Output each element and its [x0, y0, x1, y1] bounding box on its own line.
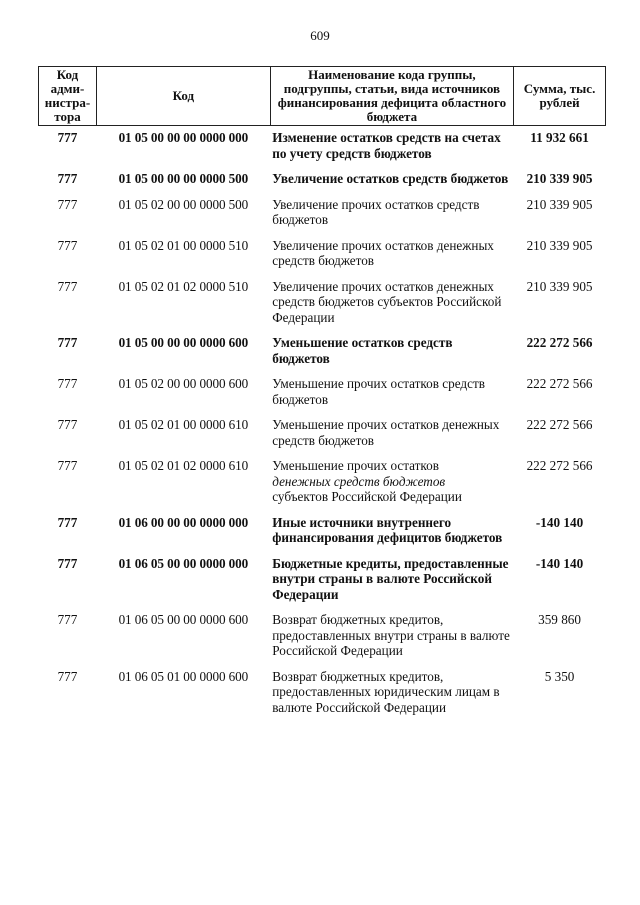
sum-cell: 210 339 905	[526, 278, 593, 294]
code-cell: 01 06 05 00 00 0000 600	[118, 612, 249, 627]
sum-cell: -140 140	[535, 555, 584, 571]
table-row	[39, 372, 606, 413]
name-cell: Возврат бюджетных кредитов, предоставленных юридическим лицам в валюте Российской Федерации	[272, 668, 500, 715]
admin-code-cell: 777	[57, 668, 78, 684]
table-row	[39, 413, 606, 454]
code-cell: 01 05 02 01 00 0000 510	[118, 237, 249, 253]
name-cell: Уменьшение остатков средств бюджетов	[272, 335, 453, 366]
name-cell: Уменьшение прочих остатков средств бюджетов	[272, 376, 485, 407]
table-header-row	[39, 67, 606, 126]
sum-cell: 210 339 905	[526, 171, 593, 186]
admin-code-cell: 777	[57, 278, 78, 294]
sources-table	[38, 66, 606, 721]
code-cell: 01 05 02 01 00 0000 610	[118, 417, 249, 432]
sum-cell: -140 140	[535, 514, 584, 530]
code-cell: 01 05 00 00 00 0000 500	[118, 171, 249, 186]
sum-cell: 210 339 905	[526, 237, 593, 253]
sum-cell: 222 272 566	[526, 335, 593, 350]
admin-code-cell: 777	[57, 237, 78, 253]
name-cell: Увеличение прочих остатков денежных средств бюджетов субъектов Российской Федерации	[272, 278, 502, 325]
header-code: Код	[96, 67, 270, 126]
table-row	[39, 331, 606, 372]
header-admin-code: Код адми-нистра-тора	[39, 67, 97, 126]
name-cell: Увеличение прочих остатков денежных средств бюджетов	[272, 237, 494, 268]
table-row	[39, 511, 606, 552]
sum-cell: 222 272 566	[526, 417, 593, 432]
sum-cell: 222 272 566	[526, 376, 593, 391]
code-cell: 01 05 00 00 00 0000 000	[118, 130, 249, 145]
sum-cell: 210 339 905	[526, 196, 593, 212]
admin-code-cell: 777	[57, 555, 78, 571]
table-row	[39, 608, 606, 665]
admin-code-cell: 777	[57, 130, 78, 145]
name-cell: Иные источники внутреннего финансирования дефицитов бюджетов	[272, 514, 503, 545]
name-cell	[270, 454, 513, 511]
name-cell-line: субъектов Российской Федерации	[272, 489, 462, 504]
code-cell: 01 05 02 01 02 0000 510	[118, 278, 249, 294]
name-cell: Увеличение остатков средств бюджетов	[272, 171, 509, 186]
admin-code-cell: 777	[57, 514, 78, 530]
header-name: Наименование кода группы, подгруппы, статьи, вида источников финансирования дефицита областного бюджета	[270, 67, 513, 126]
table-row	[39, 665, 606, 722]
table-row	[39, 126, 606, 168]
sum-cell: 5 350	[544, 668, 575, 684]
table-row	[39, 167, 606, 193]
admin-code-cell: 777	[57, 417, 78, 432]
table-row	[39, 275, 606, 332]
name-cell-line: денежных средств бюджетов	[272, 473, 446, 489]
code-cell: 01 06 05 01 00 0000 600	[118, 668, 249, 684]
admin-code-cell: 777	[57, 458, 78, 473]
admin-code-cell: 777	[57, 376, 78, 391]
code-cell: 01 06 00 00 00 0000 000	[118, 514, 249, 530]
sum-cell: 359 860	[538, 612, 581, 627]
code-cell: 01 05 02 00 00 0000 600	[118, 376, 249, 391]
name-cell: Изменение остатков средств на счетах по учету средств бюджетов	[272, 130, 501, 161]
name-cell-line: Уменьшение прочих остатков	[272, 458, 439, 473]
admin-code-cell: 777	[57, 612, 78, 627]
name-cell: Возврат бюджетных кредитов, предоставленных внутри страны в валюте Российской Федерации	[272, 612, 510, 658]
table-row	[39, 552, 606, 609]
table-row	[39, 454, 606, 511]
table-row	[39, 193, 606, 234]
code-cell: 01 05 02 00 00 0000 500	[118, 196, 249, 212]
sum-cell: 11 932 661	[530, 130, 589, 145]
name-cell: Бюджетные кредиты, предоставленные внутри страны в валюте Российской Федерации	[272, 555, 509, 602]
code-cell: 01 05 00 00 00 0000 600	[118, 335, 249, 350]
name-cell: Уменьшение прочих остатков денежных средств бюджетов	[272, 417, 500, 448]
header-sum: Сумма, тыс. рублей	[514, 67, 606, 126]
table-row	[39, 234, 606, 275]
admin-code-cell: 777	[57, 196, 78, 212]
code-cell: 01 05 02 01 02 0000 610	[118, 458, 249, 473]
sum-cell: 222 272 566	[526, 458, 593, 473]
page-number: 609	[310, 28, 330, 43]
name-cell: Увеличение прочих остатков средств бюджетов	[272, 196, 480, 227]
admin-code-cell: 777	[57, 335, 78, 350]
code-cell: 01 06 05 00 00 0000 000	[118, 555, 249, 571]
admin-code-cell: 777	[57, 171, 78, 186]
